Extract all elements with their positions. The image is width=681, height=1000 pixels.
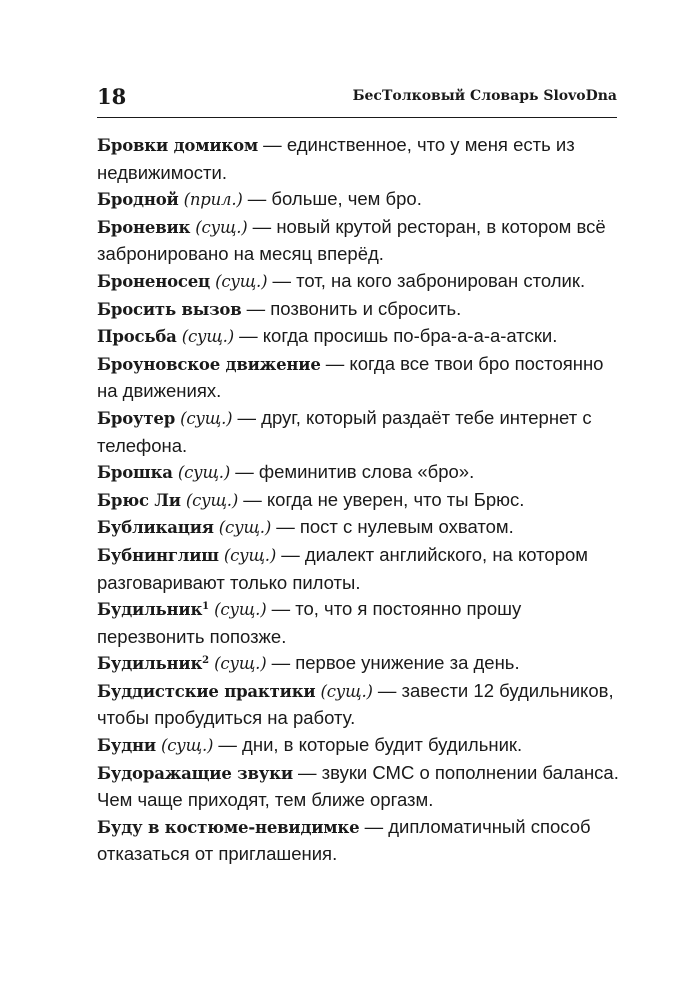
entry-term: Бубнинглиш xyxy=(97,545,219,565)
entry-term: Брошка xyxy=(97,463,173,483)
entry-definition: — тот, на кого забронирован столик. xyxy=(267,269,586,291)
entry-term: Бросить вызов xyxy=(97,299,242,319)
entry xyxy=(97,814,622,868)
entry-term: Буддистские практики xyxy=(97,681,316,701)
entry-term: Бубликация xyxy=(97,518,214,538)
entry-definition: — единственное, что у меня есть из недвижимости. xyxy=(97,134,575,183)
entry xyxy=(97,514,622,542)
entry-definition: — больше, чем бро. xyxy=(242,188,422,210)
entry-definition: — феминитив слова «бро». xyxy=(230,461,475,483)
entry-term: Будильник xyxy=(97,600,203,620)
entry-part-of-speech: (сущ.) xyxy=(175,408,233,428)
entry-definition: — дни, в которые будит будильник. xyxy=(213,734,523,756)
entry-part-of-speech: (сущ.) xyxy=(213,518,272,538)
entry xyxy=(97,323,622,351)
entry-part-of-speech: (сущ.) xyxy=(155,736,214,756)
entry-part-of-speech: (сущ.) xyxy=(210,271,268,291)
entry-term: Броутер xyxy=(97,408,176,428)
entry-term: Бровки домиком xyxy=(97,136,259,155)
entry xyxy=(97,732,622,760)
entry-definition: — первое унижение за день. xyxy=(266,652,520,674)
entry-definition: — друг, который раздаёт тебе интернет с телефона. xyxy=(97,406,592,456)
entry xyxy=(97,405,622,459)
entry-definition: — пост с нулевым охватом. xyxy=(271,516,514,538)
entry-term: Будоражащие звуки xyxy=(97,763,293,783)
entry-part-of-speech: (сущ.) xyxy=(218,545,277,565)
entry-part-of-speech: (сущ.) xyxy=(172,463,231,483)
entry-definition: — новый крутой ресторан, в котором всё забронировано на месяц вперёд. xyxy=(97,215,606,265)
entry xyxy=(97,760,622,814)
page-number: 18 xyxy=(97,84,127,109)
entry xyxy=(97,186,622,214)
dictionary-entries xyxy=(97,132,622,868)
entry-definition: — когда не уверен, что ты Брюс. xyxy=(238,488,525,510)
entry xyxy=(97,487,622,515)
entry-part-of-speech: (сущ.) xyxy=(209,600,267,620)
entry-definition: — дипломатичный способ отказаться от приглашения. xyxy=(97,815,591,865)
entry xyxy=(97,268,622,296)
entry-sense-number: 2 xyxy=(202,655,210,667)
entry xyxy=(97,459,622,487)
entry-definition: — диалект английского, на котором разговаривают только пилоты. xyxy=(97,543,589,593)
entry-definition: — позвонить и сбросить. xyxy=(241,297,462,319)
entry-term: Бродной xyxy=(97,190,179,210)
header-rule xyxy=(97,117,617,118)
entry-definition: — когда просишь по-бра-а-а-а-атски. xyxy=(233,325,558,347)
entry-term: Броневик xyxy=(97,217,191,237)
entry-term: Просьба xyxy=(97,327,177,347)
page-header xyxy=(97,80,617,112)
entry-term: Будни xyxy=(97,736,156,756)
entry-definition: — когда все твои бро постоянно на движениях. xyxy=(97,352,604,402)
entry-definition: — завести 12 будильников, чтобы пробудиться на работу. xyxy=(97,679,614,729)
entry xyxy=(97,650,622,678)
entry-term: Броненосец xyxy=(97,271,211,291)
entry-definition: — то, что я постоянно прошу перезвонить попозже. xyxy=(97,598,522,647)
entry xyxy=(97,542,622,596)
entry xyxy=(97,351,622,405)
entry-term: Буду в костюме-невидимке xyxy=(97,817,360,837)
entry-sense-number: 1 xyxy=(202,601,210,613)
entry-part-of-speech: (сущ.) xyxy=(209,654,267,674)
entry-term: Будильник xyxy=(97,654,203,674)
entry-part-of-speech: (сущ.) xyxy=(180,490,239,510)
entry-definition: — звуки СМС о пополнении баланса. Чем чаще приходят, тем ближе оргазм. xyxy=(97,761,619,811)
entry-term: Брюс Ли xyxy=(97,490,181,510)
entry xyxy=(97,678,622,732)
entry-part-of-speech: (сущ.) xyxy=(176,327,234,347)
entry-part-of-speech: (сущ.) xyxy=(190,217,248,237)
entry xyxy=(97,214,622,268)
entry-term: Броуновское движение xyxy=(97,354,321,374)
running-title: БесТолковый Словарь SlovoDna xyxy=(352,88,617,104)
entry-part-of-speech: (прил.) xyxy=(178,190,243,210)
entry xyxy=(97,132,622,186)
entry xyxy=(97,596,622,650)
entry xyxy=(97,296,622,324)
entry-part-of-speech: (сущ.) xyxy=(315,681,373,701)
